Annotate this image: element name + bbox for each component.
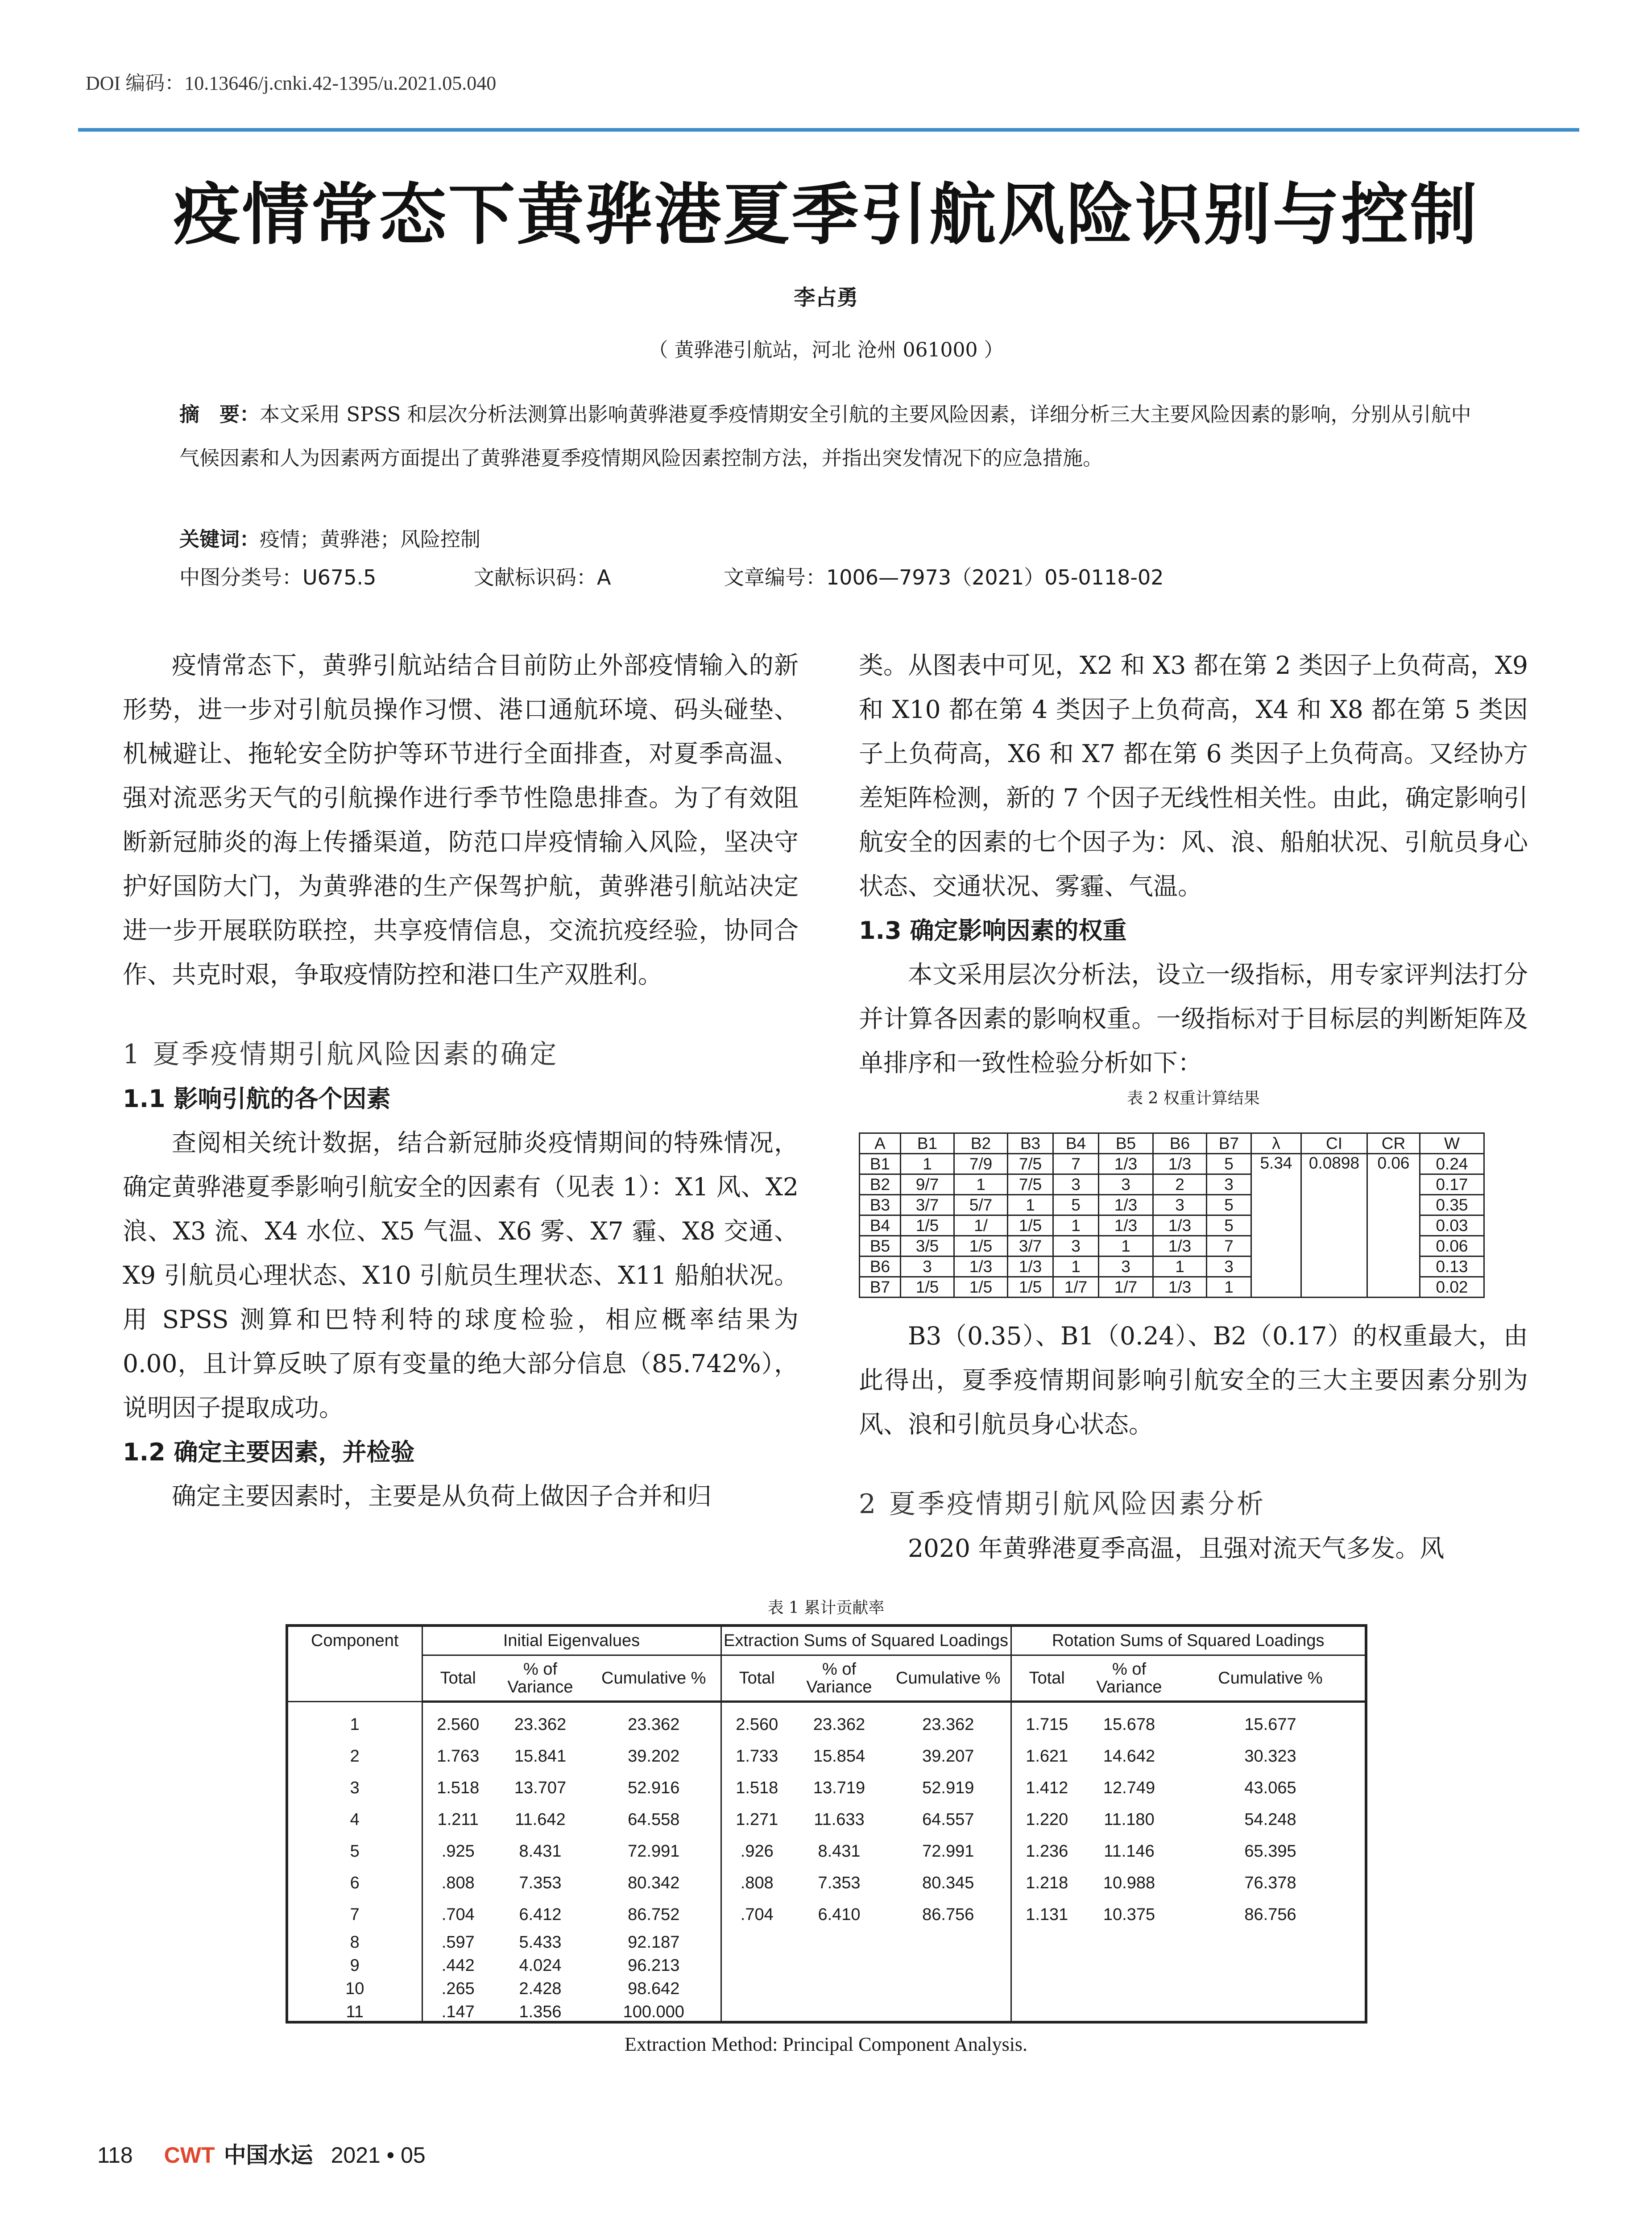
table-cell: 1.412 bbox=[1011, 1772, 1082, 1804]
table-cell: 80.345 bbox=[922, 1874, 974, 1892]
table-cell: 5 bbox=[1053, 1195, 1099, 1215]
table-cell bbox=[1011, 1931, 1082, 1954]
table1-caption: 表 1 累计贡献率 bbox=[767, 1599, 885, 1617]
table-cell: 1/3 bbox=[1099, 1154, 1153, 1174]
table-cell: 72.991 bbox=[628, 1842, 680, 1861]
table-cell: 64.557 bbox=[922, 1810, 974, 1829]
table-cell: 1.220 bbox=[1011, 1804, 1082, 1836]
table-cell: B6 bbox=[860, 1256, 901, 1277]
table-cell: 5/7 bbox=[954, 1195, 1008, 1215]
table1-footnote: Extraction Method: Principal Component Analysis. bbox=[624, 2033, 1028, 2055]
doi-line: DOI 编码：10.13646/j.cnki.42-1395/u.2021.05.040 bbox=[86, 72, 497, 94]
table-cell: 1.271 bbox=[721, 1804, 792, 1836]
table-cell bbox=[792, 1977, 886, 2000]
table-cell: 2.560 bbox=[422, 1702, 493, 1741]
table-cell: 11.146 bbox=[1104, 1842, 1155, 1861]
table2-caption: 表 2 权重计算结果 bbox=[1127, 1089, 1260, 1107]
table-header-cell: B1 bbox=[901, 1133, 954, 1154]
table-cell bbox=[721, 1931, 792, 1954]
section-2-paragraph: 2020 年黄骅港夏季高温，且强对流天气多发。风 bbox=[908, 1534, 1445, 1563]
table-cell: 1/3 bbox=[1153, 1154, 1207, 1174]
keywords bbox=[179, 518, 480, 561]
table-cell: 1 bbox=[1153, 1256, 1207, 1277]
table-cell: 1/5 bbox=[954, 1277, 1008, 1298]
article-number: 文章编号：1006—7973（2021）05-0118-02 bbox=[724, 565, 1164, 589]
table-cell: 2 bbox=[1153, 1174, 1207, 1195]
table-cell: B2 bbox=[860, 1174, 901, 1195]
section-1-1-paragraph: 查阅相关统计数据，结合新冠肺炎疫情期间的特殊情况，确定黄骅港夏季影响引航安全的因素有（见表 1）：X1 风、X2 浪、X3 流、X4 水位、X5 气温、X6 雾、X7 霾、X8 交通、X9 引航员心理状态、X10 引航员生理状态、X11 船舶状况。用 SPSS 测算和巴特利特的球度检验，相应概率结果为 0.00，且计算反映了原有变量的绝大部分信息（85.742%），说明因子提取成功。 bbox=[123, 1128, 799, 1422]
cr-value: 0.06 bbox=[1367, 1154, 1420, 1298]
table-cell: 3 bbox=[901, 1256, 954, 1277]
table-cell: 1.715 bbox=[1011, 1702, 1082, 1741]
table-cell: .442 bbox=[422, 1954, 493, 1977]
table-cell: 1/5 bbox=[1008, 1215, 1053, 1236]
table-cell: 1.621 bbox=[1011, 1741, 1082, 1772]
table-cell bbox=[1176, 1977, 1365, 2000]
table-cell bbox=[792, 1954, 886, 1977]
affiliation: （ 黄骅港引航站，河北 沧州 061000 ） bbox=[648, 339, 1004, 361]
table-cell: 76.378 bbox=[1244, 1874, 1296, 1892]
table-cell: 3 bbox=[1053, 1236, 1099, 1256]
table-cell: B5 bbox=[860, 1236, 901, 1256]
table-cell bbox=[792, 1931, 886, 1954]
table-cell: 1.131 bbox=[1011, 1899, 1082, 1931]
paper-title: 疫情常态下黄骅港夏季引航风险识别与控制 bbox=[173, 175, 1479, 254]
table-cell: 1/3 bbox=[1008, 1256, 1053, 1277]
table-cell: 86.756 bbox=[1244, 1905, 1296, 1924]
table-cell: 1 bbox=[1053, 1215, 1099, 1236]
table-cell: 1.218 bbox=[1011, 1867, 1082, 1899]
table-cell: 1/3 bbox=[1099, 1215, 1153, 1236]
table-cell bbox=[792, 2000, 886, 2024]
table-cell: 1 bbox=[1008, 1195, 1053, 1215]
component-header: Component bbox=[288, 1627, 422, 1702]
weight-table bbox=[859, 1132, 1485, 1298]
table-cell: 7 bbox=[1053, 1154, 1099, 1174]
table-row bbox=[288, 1702, 1365, 1741]
table-cell: 6.410 bbox=[818, 1905, 861, 1924]
table-cell bbox=[1082, 2000, 1176, 2024]
abstract-label: 摘 要： bbox=[179, 402, 260, 426]
weight-cell: 0.13 bbox=[1420, 1256, 1484, 1277]
table-cell: 2.560 bbox=[721, 1702, 792, 1741]
table-header-cell: B4 bbox=[1053, 1133, 1099, 1154]
table-cell bbox=[1082, 1931, 1176, 1954]
table-cell: 4 bbox=[350, 1810, 360, 1829]
table-cell: 14.642 bbox=[1103, 1747, 1155, 1766]
table-cell: 80.342 bbox=[628, 1874, 680, 1892]
table-header-cell: W bbox=[1420, 1133, 1484, 1154]
table-cell: 5.433 bbox=[519, 1932, 562, 1952]
table-row bbox=[288, 1867, 1365, 1899]
sub-header: Cumulative % bbox=[886, 1655, 1011, 1702]
table-cell bbox=[1176, 1954, 1365, 1977]
table-cell: B7 bbox=[860, 1277, 901, 1298]
table-cell: 1/5 bbox=[1008, 1277, 1053, 1298]
table-cell: 15.854 bbox=[813, 1747, 865, 1766]
table-cell: 1/3 bbox=[954, 1256, 1008, 1277]
sub-header: Cumulative % bbox=[587, 1655, 721, 1702]
table-cell: 7.353 bbox=[818, 1874, 861, 1892]
table-cell: 23.362 bbox=[813, 1715, 865, 1734]
table-row bbox=[860, 1154, 1484, 1174]
table-cell: 2.428 bbox=[519, 1979, 562, 1998]
table-cell: 64.558 bbox=[628, 1810, 680, 1829]
table-cell: 7 bbox=[350, 1905, 360, 1924]
table-cell bbox=[721, 1954, 792, 1977]
table-cell: 1 bbox=[1099, 1236, 1153, 1256]
table-cell: 7/5 bbox=[1008, 1174, 1053, 1195]
table-cell: 3/7 bbox=[901, 1195, 954, 1215]
table-cell: 3 bbox=[1099, 1256, 1153, 1277]
section-1-2-heading: 1.2 确定主要因素，并检验 bbox=[123, 1438, 415, 1466]
page-number: 118 bbox=[97, 2143, 133, 2168]
header-rule bbox=[78, 128, 1579, 132]
table-cell: 7/9 bbox=[954, 1154, 1008, 1174]
table-cell: 13.707 bbox=[514, 1779, 567, 1797]
table-cell: 5 bbox=[1207, 1154, 1251, 1174]
table-cell: 1/5 bbox=[901, 1215, 954, 1236]
table-cell bbox=[886, 1977, 1011, 2000]
doc-code: 文献标识码：A bbox=[474, 565, 611, 589]
weight-cell: 0.17 bbox=[1420, 1174, 1484, 1195]
table-row bbox=[288, 1977, 1365, 2000]
table-cell: .925 bbox=[422, 1836, 493, 1867]
table-cell: 1/3 bbox=[1153, 1236, 1207, 1256]
table-cell: 1.518 bbox=[721, 1772, 792, 1804]
table-header-cell: B5 bbox=[1099, 1133, 1153, 1154]
table-row bbox=[288, 1954, 1365, 1977]
table-cell: 1 bbox=[954, 1174, 1008, 1195]
table-cell: 52.916 bbox=[628, 1779, 680, 1797]
table-cell: 6.412 bbox=[519, 1905, 562, 1924]
table-cell: 1/3 bbox=[1153, 1215, 1207, 1236]
weight-cell: 0.02 bbox=[1420, 1277, 1484, 1298]
table-cell: 1 bbox=[1053, 1256, 1099, 1277]
table-cell: 12.749 bbox=[1103, 1779, 1155, 1797]
clc-code: 中图分类号：U675.5 bbox=[179, 565, 377, 589]
table-cell bbox=[886, 2000, 1011, 2024]
table-cell: 3 bbox=[1207, 1256, 1251, 1277]
table-cell: 7 bbox=[1207, 1236, 1251, 1256]
table-cell: 23.362 bbox=[514, 1715, 567, 1734]
table-cell: 4.024 bbox=[519, 1956, 562, 1975]
table-cell: 1.733 bbox=[721, 1741, 792, 1772]
table-cell: 15.677 bbox=[1244, 1715, 1296, 1734]
table-cell: 3 bbox=[1153, 1195, 1207, 1215]
table-cell: 92.187 bbox=[628, 1932, 680, 1952]
table-cell: 9 bbox=[350, 1956, 360, 1975]
table-cell: 11.642 bbox=[515, 1810, 566, 1829]
table-cell: 15.841 bbox=[514, 1747, 567, 1766]
table-cell bbox=[1176, 2000, 1365, 2024]
table-row bbox=[288, 1836, 1365, 1867]
table-cell: 5 bbox=[1207, 1195, 1251, 1215]
table-header-row bbox=[860, 1133, 1484, 1154]
table-cell: 3 bbox=[1053, 1174, 1099, 1195]
classification-line bbox=[179, 561, 1339, 591]
table-cell: 1 bbox=[350, 1715, 360, 1734]
table-row bbox=[288, 1772, 1365, 1804]
table-cell: .808 bbox=[721, 1867, 792, 1899]
table-cell: 9/7 bbox=[901, 1174, 954, 1195]
table-cell: 8.431 bbox=[818, 1842, 861, 1861]
sub-header: Total bbox=[422, 1655, 493, 1702]
author: 李占勇 bbox=[794, 285, 858, 310]
table-cell: .597 bbox=[422, 1931, 493, 1954]
table-row bbox=[288, 1931, 1365, 1954]
table-cell: 1.518 bbox=[422, 1772, 493, 1804]
table-cell: .265 bbox=[422, 1977, 493, 2000]
table-header-cell: CR bbox=[1367, 1133, 1420, 1154]
table-row bbox=[288, 1804, 1365, 1836]
table-cell: 5 bbox=[350, 1842, 360, 1861]
table-cell bbox=[1082, 1977, 1176, 2000]
table-header-cell: λ bbox=[1251, 1133, 1301, 1154]
table-cell: 72.991 bbox=[922, 1842, 974, 1861]
table-header-cell: B6 bbox=[1153, 1133, 1207, 1154]
table-cell: 1 bbox=[1207, 1277, 1251, 1298]
sub-header: Cumulative % bbox=[1176, 1655, 1365, 1702]
weights-conclusion: B3（0.35）、B1（0.24）、B2（0.17）的权重最大，由此得出，夏季疫情期间影响引航安全的三大主要因素分别为风、浪和引航员身心状态。 bbox=[859, 1322, 1528, 1439]
table-cell bbox=[721, 2000, 792, 2024]
left-column bbox=[123, 643, 799, 1518]
table-cell: B1 bbox=[860, 1154, 901, 1174]
table-cell: 96.213 bbox=[628, 1956, 680, 1975]
table-cell: 10.375 bbox=[1103, 1905, 1155, 1924]
table-cell bbox=[886, 1954, 1011, 1977]
table-cell: 1 bbox=[901, 1154, 954, 1174]
table-cell: 1/5 bbox=[954, 1236, 1008, 1256]
table-cell: .704 bbox=[721, 1899, 792, 1931]
table-cell bbox=[721, 1977, 792, 2000]
weight-cell: 0.35 bbox=[1420, 1195, 1484, 1215]
table-cell: 1/7 bbox=[1099, 1277, 1153, 1298]
table-cell: 1.211 bbox=[422, 1804, 493, 1836]
table-cell: 1/5 bbox=[901, 1277, 954, 1298]
table-cell: 65.395 bbox=[1244, 1842, 1296, 1861]
table-cell: 1/3 bbox=[1153, 1277, 1207, 1298]
table-cell: 8 bbox=[350, 1932, 360, 1952]
table-cell: 3 bbox=[1207, 1174, 1251, 1195]
table-cell: 1/7 bbox=[1053, 1277, 1099, 1298]
table-cell: 5 bbox=[1207, 1215, 1251, 1236]
table-cell: 3 bbox=[1099, 1174, 1153, 1195]
weight-cell: 0.24 bbox=[1420, 1154, 1484, 1174]
table-cell: 39.207 bbox=[922, 1747, 974, 1766]
table-cell: .808 bbox=[422, 1867, 493, 1899]
section-1-3-paragraph: 本文采用层次分析法，设立一级指标，用专家评判法打分并计算各因素的影响权重。一级指标对于目标层的判断矩阵及单排序和一致性检验分析如下： bbox=[859, 960, 1528, 1077]
table-cell: 30.323 bbox=[1244, 1747, 1296, 1766]
table-cell: 3/7 bbox=[1008, 1236, 1053, 1256]
sub-header: % of Variance bbox=[1082, 1655, 1176, 1702]
sub-header: % of Variance bbox=[792, 1655, 886, 1702]
table-cell: 8.431 bbox=[519, 1842, 562, 1861]
rotation-header: Rotation Sums of Squared Loadings bbox=[1011, 1627, 1365, 1655]
abstract bbox=[179, 393, 1486, 480]
table-cell: 1/3 bbox=[1099, 1195, 1153, 1215]
right-column-lower bbox=[859, 1314, 1528, 1571]
variance-table bbox=[286, 1624, 1367, 2024]
section-2-heading: 2 夏季疫情期引航风险因素分析 bbox=[859, 1489, 1266, 1520]
table-cell bbox=[1082, 1954, 1176, 1977]
table-cell: 86.752 bbox=[628, 1905, 680, 1924]
sub-header: Total bbox=[1011, 1655, 1082, 1702]
table-cell: 98.642 bbox=[628, 1979, 680, 1998]
keywords-label: 关键词： bbox=[179, 527, 260, 551]
table-cell: 23.362 bbox=[922, 1715, 974, 1734]
table-cell: 6 bbox=[350, 1874, 360, 1892]
weight-cell: 0.03 bbox=[1420, 1215, 1484, 1236]
table-cell: B3 bbox=[860, 1195, 901, 1215]
table-cell: 23.362 bbox=[628, 1715, 680, 1734]
table-cell bbox=[1011, 1977, 1082, 2000]
table-cell: 3 bbox=[350, 1779, 360, 1797]
table-cell: .704 bbox=[422, 1899, 493, 1931]
table-cell: 10.988 bbox=[1103, 1874, 1155, 1892]
journal-name: 中国水运 bbox=[224, 2142, 313, 2168]
table-cell: 1.763 bbox=[422, 1741, 493, 1772]
journal-issue: 2021 • 05 bbox=[331, 2143, 426, 2168]
table-header-cell: B2 bbox=[954, 1133, 1008, 1154]
weight-cell: 0.06 bbox=[1420, 1236, 1484, 1256]
table-cell: 54.248 bbox=[1244, 1810, 1296, 1829]
table-row bbox=[288, 2000, 1365, 2024]
intro-paragraph: 疫情常态下，黄骅引航站结合目前防止外部疫情输入的新形势，进一步对引航员操作习惯、港口通航环境、码头碰垫、机械避让、拖轮安全防护等环节进行全面排查，对夏季高温、强对流恶劣天气的引航操作进行季节性隐患排查。为了有效阻断新冠肺炎的海上传播渠道，防范口岸疫情输入风险，坚决守护好国防大门，为黄骅港的生产保驾护航，黄骅港引航站决定进一步开展联防联控，共享疫情信息，交流抗疫经验，协同合作、共克时艰，争取疫情防控和港口生产双胜利。 bbox=[123, 651, 799, 989]
section-1-1-heading: 1.1 影响引航的各个因素 bbox=[123, 1085, 391, 1113]
table-cell: 43.065 bbox=[1244, 1779, 1296, 1797]
table-cell: 10 bbox=[345, 1979, 364, 1998]
section-1-heading: 1 夏季疫情期引航风险因素的确定 bbox=[123, 1039, 559, 1070]
table-cell: 1/ bbox=[954, 1215, 1008, 1236]
right-column bbox=[859, 643, 1528, 1112]
initial-eigen-header: Initial Eigenvalues bbox=[422, 1627, 721, 1655]
table-cell: 11 bbox=[346, 2002, 364, 2021]
table-cell: .147 bbox=[422, 2000, 493, 2024]
abstract-text: 本文采用 SPSS 和层次分析法测算出影响黄骅港夏季疫情期安全引航的主要风险因素，详细分析三大主要风险因素的影响，分别从引航中气候因素和人为因素两方面提出了黄骅港夏季疫情期风险因素控制方法，并指出突发情况下的应急措施。 bbox=[179, 402, 1471, 470]
table-header-cell: B7 bbox=[1207, 1133, 1251, 1154]
table-cell: 39.202 bbox=[628, 1747, 680, 1766]
sub-header: % of Variance bbox=[493, 1655, 587, 1702]
sub-header: Total bbox=[721, 1655, 792, 1702]
section-1-3-heading: 1.3 确定影响因素的权重 bbox=[859, 916, 1127, 945]
section-1-2-paragraph: 确定主要因素时，主要是从负荷上做因子合并和归 bbox=[172, 1482, 712, 1510]
journal-brand: CWT bbox=[164, 2143, 215, 2168]
keywords-text: 疫情；黄骅港；风险控制 bbox=[260, 527, 481, 551]
table-header-cell: CI bbox=[1301, 1133, 1367, 1154]
table-cell: 15.678 bbox=[1103, 1715, 1155, 1734]
table-cell: 7.353 bbox=[519, 1874, 562, 1892]
table-cell: 11.633 bbox=[814, 1810, 865, 1829]
table-cell: 3/5 bbox=[901, 1236, 954, 1256]
table-cell: 1.356 bbox=[519, 2002, 562, 2021]
table-cell: .926 bbox=[721, 1836, 792, 1867]
table-cell bbox=[1011, 2000, 1082, 2024]
table-cell bbox=[886, 1931, 1011, 1954]
table-row bbox=[288, 1899, 1365, 1931]
table-row bbox=[288, 1741, 1365, 1772]
continued-paragraph: 类。从图表中可见，X2 和 X3 都在第 2 类因子上负荷高，X9 和 X10 都在第 4 类因子上负荷高，X4 和 X8 都在第 5 类因子上负荷高，X6 和 X7 都在第 6 类因子上负荷高。又经协方差矩阵检测，新的 7 个因子无线性相关性。由此，确定影响引航安全的因素的七个因子为：风、浪、船舶状况、引航员身心状态、交通状况、雾霾、气温。 bbox=[859, 651, 1528, 900]
extraction-header: Extraction Sums of Squared Loadings bbox=[721, 1627, 1011, 1655]
table-cell bbox=[1011, 1954, 1082, 1977]
table-cell bbox=[1176, 1931, 1365, 1954]
table-header-cell: B3 bbox=[1008, 1133, 1053, 1154]
table-cell: 7/5 bbox=[1008, 1154, 1053, 1174]
ci-value: 0.0898 bbox=[1301, 1154, 1367, 1298]
table-cell: 13.719 bbox=[813, 1779, 865, 1797]
table-cell: 11.180 bbox=[1104, 1810, 1155, 1829]
table-cell: B4 bbox=[860, 1215, 901, 1236]
table-cell: 1.236 bbox=[1011, 1836, 1082, 1867]
table-cell: 100.000 bbox=[623, 2002, 684, 2021]
page-footer bbox=[97, 2137, 426, 2169]
table-cell: 86.756 bbox=[922, 1905, 974, 1924]
table-cell: 52.919 bbox=[922, 1779, 974, 1797]
table-header-cell: A bbox=[860, 1133, 901, 1154]
table-cell: 2 bbox=[350, 1747, 360, 1766]
lambda-value: 5.34 bbox=[1251, 1154, 1301, 1298]
